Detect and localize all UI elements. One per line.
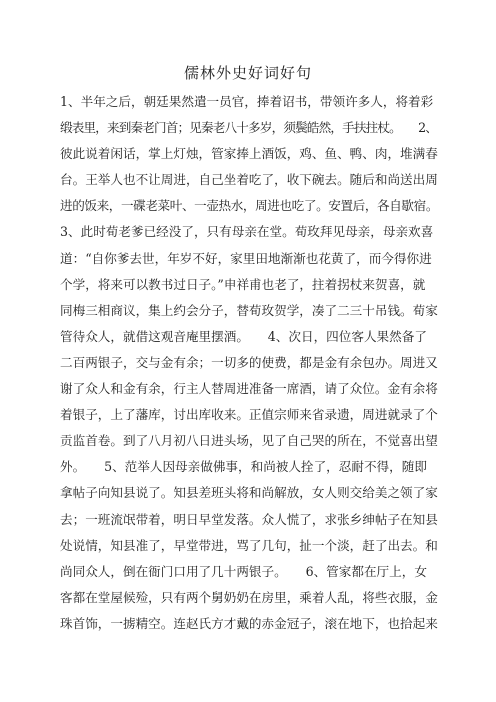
- text-line: 客都在堂屋候殓，只有两个舅奶奶在房里，乘着人乱，将些衣服，金: [60, 589, 438, 605]
- text-line: 缎表里，来到秦老门首；见秦老八十多岁，须鬓皓然，手扶拄杖。 2、: [60, 120, 437, 136]
- text-line: 外。 5、范举人因母亲做佛事，和尚被人拴了，忍耐不得，随即: [60, 459, 427, 475]
- document-body: [60, 89, 438, 633]
- text-line: 去；一班流氓带着，明日早堂发落。众人慌了，求张乡绅帖子在知县: [60, 511, 438, 527]
- text-line: 个学，将来可以教书过日子。”申祥甫也老了，拄着拐杖来贺喜，就: [60, 276, 426, 292]
- text-line: 拿帖子向知县说了。知县差班头将和尚解放，女人则交给美之领了家: [60, 485, 438, 501]
- text-line: 1、半年之后，朝廷果然遣一员官，捧着诏书，带领许多人，将着彩: [60, 94, 434, 109]
- text-line: 进的饭来，一碟老菜叶、一壶热水，周进也吃了。安置后，各自歇宿。: [60, 198, 439, 214]
- text-line: 彼此说着闲话，掌上灯烛，管家捧上酒饭，鸡、鱼、鸭、肉，堆满春: [60, 146, 438, 162]
- text-line: 同梅三相商议，集上约会分子，替荀玫贺学，凑了二三十吊钱。荀家: [60, 302, 438, 318]
- text-line: 珠首饰，一掳精空。连赵氏方才戴的赤金冠子，滚在地下，也拾起来: [60, 615, 438, 631]
- text-line: 谢了众人和金有余，行主人替周进准备一席酒，请了众位。金有余将: [60, 381, 438, 397]
- document-title: 儒林外史好词好句: [183, 64, 312, 82]
- text-line: 贡监首卷。到了八月初八日进头场，见了自己哭的所在，不觉喜出望: [60, 433, 438, 449]
- text-line: 处说情，知县准了，早堂带进，骂了几句，扯一个淡，赶了出去。和: [60, 537, 438, 553]
- text-line: 尚同众人，倒在衙门口用了几十两银子。 6、管家都在厅上，女: [60, 563, 427, 579]
- text-line: 3、此时荀老爹已经没了，只有母亲在堂。荀玫拜见母亲，母亲欢喜: [60, 224, 434, 240]
- text-line: 着银子，上了藩库，讨出库收来。正值宗师来省录遗，周进就录了个: [60, 407, 438, 423]
- text-line: 管待众人，就借这观音庵里摆酒。 4、次日，四位客人果然备了: [60, 328, 427, 344]
- text-line: 道：“自你爹去世，年岁不好，家里田地渐渐也花黄了，而今得你进: [60, 250, 432, 266]
- text-line: 台。王举人也不让周进，自己坐着吃了，收下碗去。随后和尚送出周: [60, 172, 438, 188]
- text-line: 二百两银子，交与金有余；一切多的使费，都是金有余包办。周进又: [60, 354, 438, 370]
